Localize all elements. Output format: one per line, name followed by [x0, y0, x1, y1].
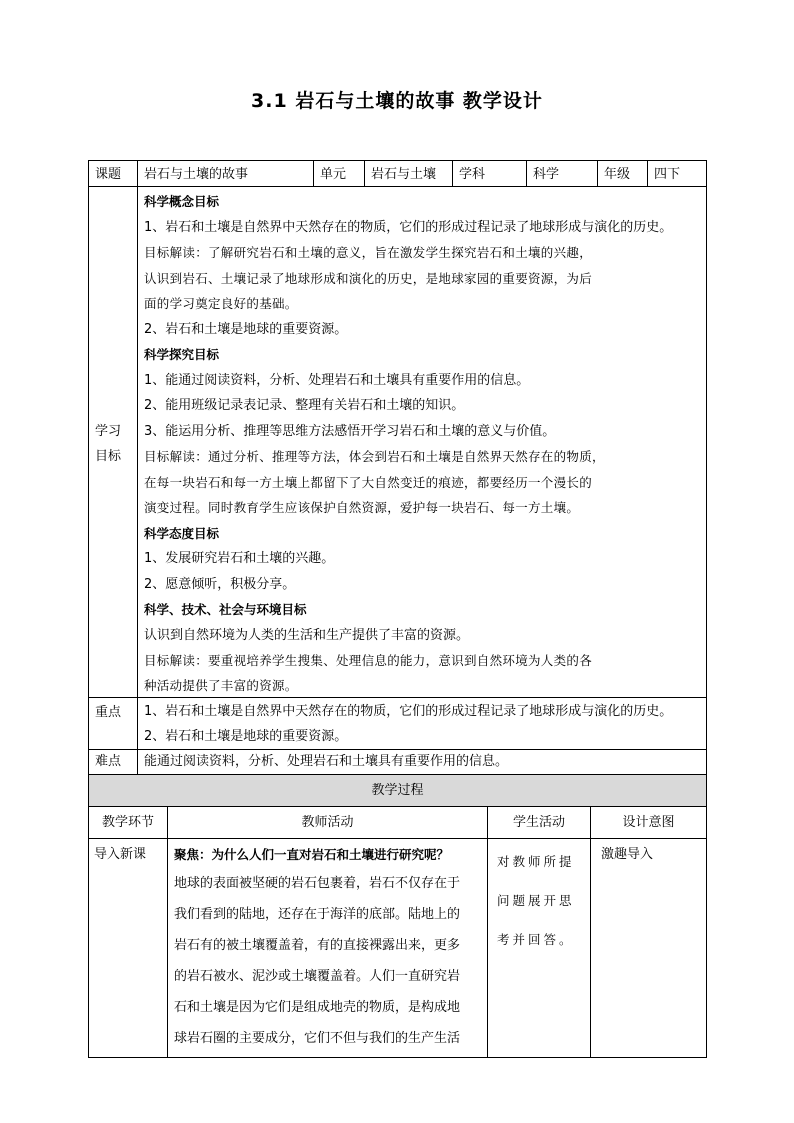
- row-divider: [88, 806, 707, 807]
- teacher-activity-line: 岩石有的被土壤覆盖着，有的直接裸露出来，更多: [174, 938, 461, 953]
- difficulty-label: 难点: [95, 754, 122, 769]
- col-divider: [452, 160, 453, 187]
- topic-value: 岩石与土壤的故事: [144, 167, 249, 182]
- objective-heading: 科学概念目标: [144, 194, 220, 209]
- subject-label: 学科: [459, 167, 486, 182]
- objective-explanation: 认识到岩石、土壤记录了地球形成和演化的历史，是地球家园的重要资源，为后: [144, 271, 593, 286]
- teacher-focus-line: 聚焦：为什么人们一直对岩石和土壤进行研究呢？: [174, 847, 450, 862]
- col-divider: [647, 160, 648, 187]
- objective-line: 2、岩石和土壤是地球的重要资源。: [144, 322, 348, 337]
- col-divider: [487, 806, 488, 1058]
- table-border-left: [88, 160, 89, 1058]
- col-header-intent: 设计意图: [622, 815, 675, 830]
- col-header-student: 学生活动: [512, 815, 565, 830]
- row-divider: [88, 838, 707, 839]
- unit-label: 单元: [320, 167, 347, 182]
- process-title: 教学过程: [371, 783, 424, 798]
- stage-cell: 导入新课: [94, 847, 147, 862]
- objective-heading: 科学态度目标: [144, 526, 220, 541]
- objective-explanation: 目标解读：通过分析、推理等方法，体会到岩石和土壤是自然界天然存在的物质，: [144, 449, 605, 464]
- teacher-activity-line: 石和土壤是因为它们是组成地壳的物质，是构成地: [174, 1000, 461, 1015]
- objective-line: 1、岩石和土壤是自然界中天然存在的物质，它们的形成过程记录了地球形成与演化的历史。: [144, 220, 673, 235]
- objective-explanation: 目标解读：了解研究岩石和土壤的意义，旨在激发学生探究岩石和土壤的兴趣，: [144, 245, 593, 260]
- topic-label: 课题: [95, 167, 122, 182]
- student-activity-line: 问题展开思: [497, 893, 575, 908]
- table-border-top: [88, 160, 707, 161]
- difficulty-text: 能通过阅读资料，分析、处理岩石和土壤具有重要作用的信息。: [144, 754, 509, 769]
- col-divider: [597, 160, 598, 187]
- col-header-teacher: 教师活动: [301, 815, 354, 830]
- objective-explanation: 在每一块岩石和每一方土壤上都留下了大自然变迁的痕迹，都要经历一个漫长的: [144, 475, 593, 490]
- teacher-activity-line: 地球的表面被坚硬的岩石包裹着，岩石不仅存在于: [174, 876, 461, 891]
- col-header-stage: 教学环节: [101, 815, 154, 830]
- col-divider: [167, 806, 168, 1058]
- key-point-line: 1、岩石和土壤是自然界中天然存在的物质，它们的形成过程记录了地球形成与演化的历史。: [144, 704, 673, 719]
- col-divider: [526, 160, 527, 187]
- objective-explanation: 种活动提供了丰富的资源。: [144, 678, 298, 693]
- unit-value: 岩石与土壤: [371, 167, 437, 182]
- col-divider: [590, 806, 591, 1058]
- objectives-label: 目标: [95, 449, 122, 464]
- col-divider: [313, 160, 314, 187]
- objective-heading: 科学、技术、社会与环境目标: [144, 602, 307, 617]
- objective-line: 2、愿意倾听，积极分享。: [144, 577, 296, 592]
- objective-line: 2、能用班级记录表记录、整理有关岩石和土壤的知识。: [144, 398, 465, 413]
- page-title: 3.1 岩石与土壤的故事 教学设计: [251, 90, 543, 112]
- col-divider: [364, 160, 365, 187]
- student-activity-line: 考并回答。: [497, 932, 575, 947]
- grade-label: 年级: [604, 167, 631, 182]
- key-points-label: 重点: [95, 705, 122, 720]
- col-divider: [137, 160, 138, 774]
- objective-heading: 科学探究目标: [144, 347, 220, 362]
- design-intent-cell: 激趣导入: [601, 847, 654, 862]
- table-border-bottom: [88, 1057, 707, 1058]
- objective-explanation: 目标解读：要重视培养学生搜集、处理信息的能力，意识到自然环境为人类的各: [144, 653, 593, 668]
- objective-line: 1、能通过阅读资料，分析、处理岩石和土壤具有重要作用的信息。: [144, 373, 530, 388]
- teacher-activity-line: 的岩石被水、泥沙或土壤覆盖着。人们一直研究岩: [174, 969, 461, 984]
- objective-explanation: 面的学习奠定良好的基础。: [144, 296, 298, 311]
- objectives-label: 学习: [95, 424, 122, 439]
- subject-value: 科学: [533, 167, 560, 182]
- objective-line: 1、发展研究岩石和土壤的兴趣。: [144, 551, 335, 566]
- objective-line: 3、能运用分析、推理等思维方法感悟开学习岩石和土壤的意义与价值。: [144, 424, 556, 439]
- teacher-activity-line: 球岩石圈的主要成分，它们不但与我们的生产生活: [174, 1031, 461, 1046]
- objective-explanation: 演变过程。同时教育学生应该保护自然资源，爱护每一块岩石、每一方土壤。: [144, 500, 580, 515]
- teacher-activity-line: 我们看到的陆地，还存在于海洋的底部。陆地上的: [174, 907, 461, 922]
- objective-line: 认识到自然环境为人类的生活和生产提供了丰富的资源。: [144, 628, 470, 643]
- table-border-right: [706, 160, 707, 1058]
- key-point-line: 2、岩石和土壤是地球的重要资源。: [144, 729, 348, 744]
- grade-value: 四下: [654, 167, 681, 182]
- student-activity-line: 对教师所提: [497, 854, 575, 869]
